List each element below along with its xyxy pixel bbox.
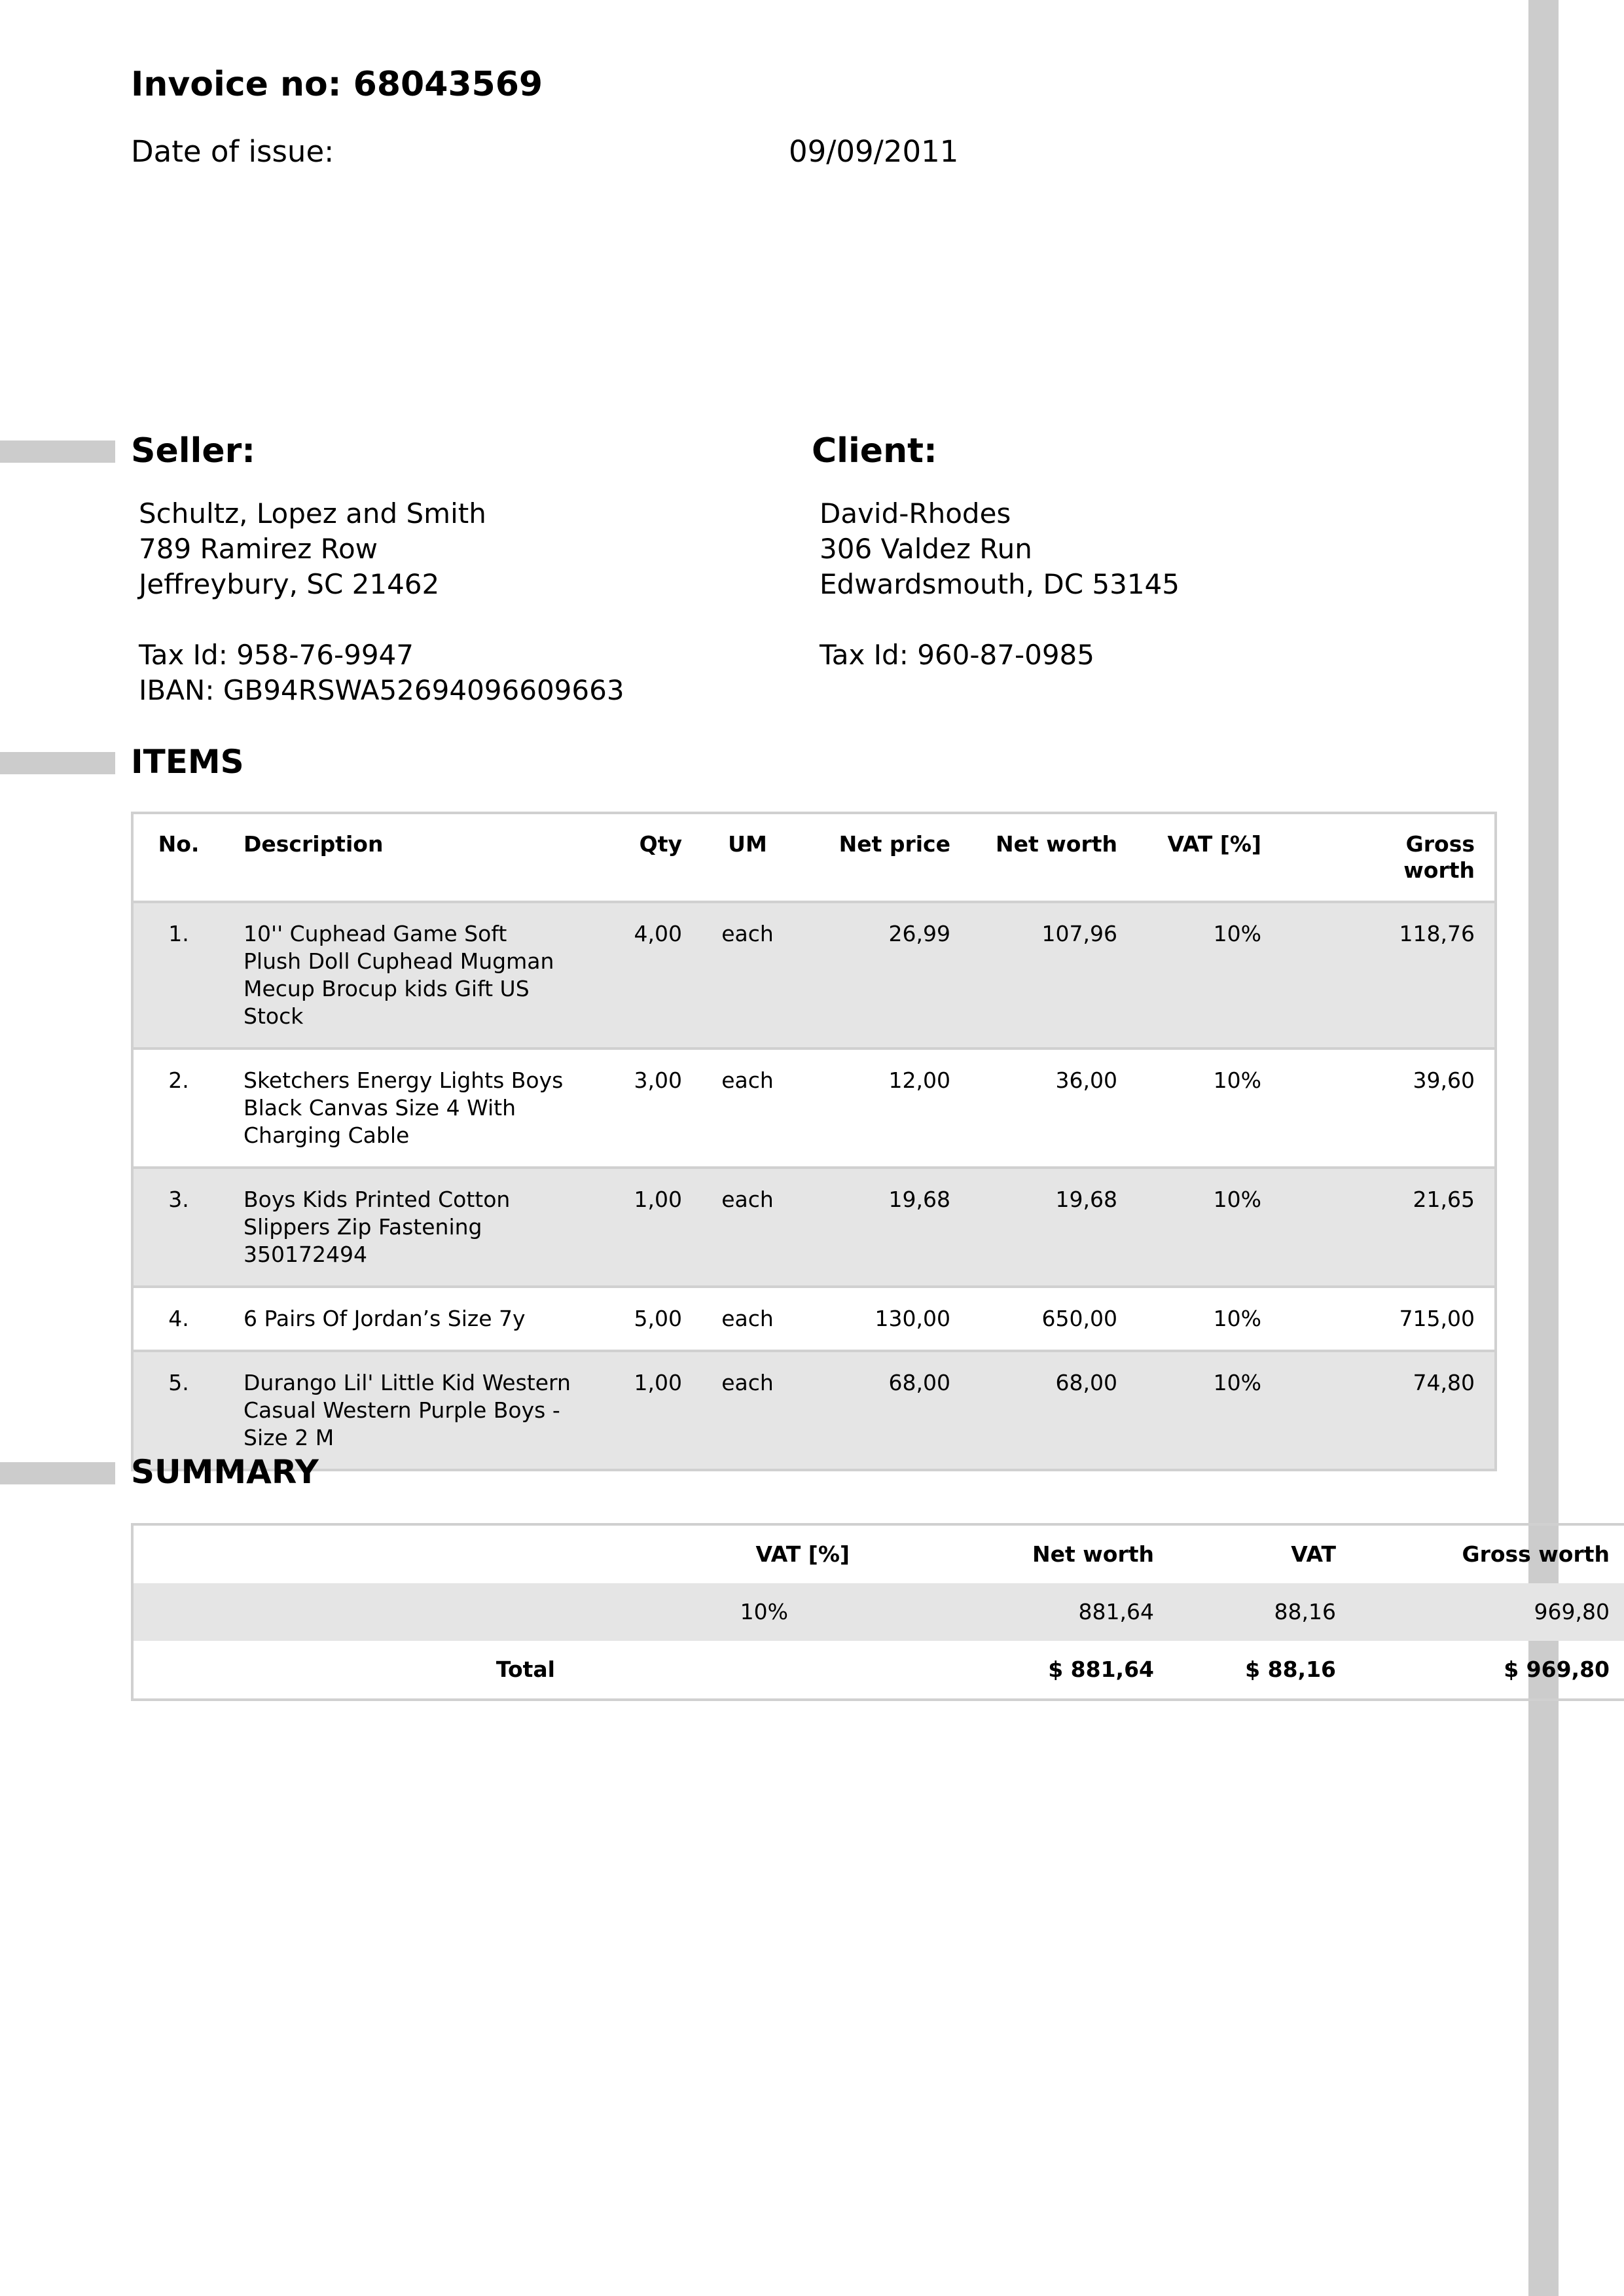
- item-net-price: 19,68: [888, 1187, 950, 1212]
- table-row: [132, 1287, 1496, 1351]
- seller-address-line1: 789 Ramirez Row: [139, 533, 378, 565]
- item-qty: 4,00: [634, 921, 682, 946]
- item-um: each: [721, 1370, 774, 1395]
- item-vat: 10%: [1213, 1306, 1261, 1331]
- summary-header-gross-worth: Gross worth: [1462, 1541, 1610, 1567]
- item-no: 4.: [168, 1306, 189, 1331]
- item-um: each: [721, 1306, 774, 1331]
- header-no: No.: [158, 831, 200, 857]
- header-net-worth: Net worth: [996, 831, 1117, 857]
- summary-total-gross-worth: $ 969,80: [1504, 1657, 1610, 1682]
- item-gross-worth: 74,80: [1413, 1370, 1475, 1395]
- item-net-worth: 650,00: [1041, 1306, 1117, 1331]
- item-no: 2.: [168, 1067, 189, 1093]
- items-section-bar: [0, 752, 115, 774]
- summary-total-label: Total: [496, 1657, 555, 1682]
- summary-section-bar: [0, 1462, 115, 1484]
- table-row: [132, 1049, 1496, 1168]
- item-description: 6 Pairs Of Jordan’s Size 7y: [244, 1306, 526, 1331]
- client-title: Client:: [812, 431, 937, 471]
- client-address-line2: Edwardsmouth, DC 53145: [820, 568, 1180, 600]
- header-gross-worth-line1: Gross: [1405, 831, 1475, 857]
- item-description: Boys Kids Printed Cotton Slippers Zip Fastening 350172494: [244, 1187, 511, 1267]
- summary-header-net-worth: Net worth: [1032, 1541, 1154, 1567]
- date-of-issue-label: Date of issue:: [131, 134, 334, 169]
- client-tax-id: Tax Id: 960-87-0985: [820, 639, 1094, 671]
- table-row: [132, 902, 1496, 1049]
- summary-total-row: [132, 1641, 1624, 1700]
- item-no: 3.: [168, 1187, 189, 1212]
- item-description: 10'' Cuphead Game Soft Plush Doll Cuphead Mugman Mecup Brocup kids Gift US Stock: [244, 921, 554, 1029]
- item-um: each: [721, 1187, 774, 1212]
- summary-gross-worth: 969,80: [1534, 1599, 1610, 1624]
- seller-iban: IBAN: GB94RSWA52694096609663: [139, 674, 624, 706]
- item-qty: 5,00: [634, 1306, 682, 1331]
- items-header-row: [132, 813, 1496, 902]
- summary-vat-rate: 10%: [740, 1599, 788, 1624]
- item-vat: 10%: [1213, 1067, 1261, 1093]
- summary-total-vat: $ 88,16: [1245, 1657, 1336, 1682]
- header-vat: VAT [%]: [1167, 831, 1261, 857]
- summary-vat: 88,16: [1274, 1599, 1336, 1624]
- item-net-worth: 36,00: [1055, 1067, 1117, 1093]
- summary-table: [131, 1523, 1624, 1701]
- items-table: [131, 812, 1497, 1471]
- right-margin-strip: [1528, 0, 1559, 2296]
- item-um: each: [721, 1067, 774, 1093]
- client-address-line1: 306 Valdez Run: [820, 533, 1032, 565]
- invoice-number: Invoice no: 68043569: [131, 65, 543, 104]
- item-gross-worth: 39,60: [1413, 1067, 1475, 1093]
- header-qty: Qty: [639, 831, 682, 857]
- seller-details: [139, 496, 624, 708]
- item-net-worth: 107,96: [1041, 921, 1117, 946]
- item-net-price: 26,99: [888, 921, 950, 946]
- date-of-issue-value: 09/09/2011: [789, 134, 959, 169]
- table-row: [132, 1168, 1496, 1287]
- seller-address-line2: Jeffreybury, SC 21462: [139, 568, 440, 600]
- header-gross-worth: [1281, 813, 1496, 902]
- summary-header-vat: VAT: [1291, 1541, 1336, 1567]
- item-vat: 10%: [1213, 1370, 1261, 1395]
- item-gross-worth: 21,65: [1413, 1187, 1475, 1212]
- summary-header-vat-rate: VAT [%]: [755, 1541, 850, 1567]
- item-description: Sketchers Energy Lights Boys Black Canvas Size 4 With Charging Cable: [244, 1067, 564, 1148]
- item-net-worth: 19,68: [1055, 1187, 1117, 1212]
- header-um: UM: [728, 831, 767, 857]
- client-name: David-Rhodes: [820, 497, 1011, 529]
- seller-title: Seller:: [131, 431, 256, 471]
- item-vat: 10%: [1213, 1187, 1261, 1212]
- summary-row: [132, 1583, 1624, 1641]
- summary-total-net-worth: $ 881,64: [1048, 1657, 1154, 1682]
- items-title: ITEMS: [131, 743, 244, 781]
- seller-name: Schultz, Lopez and Smith: [139, 497, 486, 529]
- item-no: 1.: [168, 921, 189, 946]
- summary-net-worth: 881,64: [1078, 1599, 1154, 1624]
- summary-header-row: [132, 1524, 1624, 1583]
- item-qty: 1,00: [634, 1370, 682, 1395]
- item-net-worth: 68,00: [1055, 1370, 1117, 1395]
- client-details: [820, 496, 1180, 673]
- header-description: Description: [244, 831, 384, 857]
- item-net-price: 130,00: [875, 1306, 950, 1331]
- item-net-price: 68,00: [888, 1370, 950, 1395]
- item-gross-worth: 715,00: [1399, 1306, 1475, 1331]
- item-gross-worth: 118,76: [1399, 921, 1475, 946]
- seller-section-bar: [0, 440, 115, 463]
- summary-title: SUMMARY: [131, 1453, 319, 1491]
- table-row: [132, 1351, 1496, 1470]
- item-net-price: 12,00: [888, 1067, 950, 1093]
- seller-tax-id: Tax Id: 958-76-9947: [139, 639, 414, 671]
- item-vat: 10%: [1213, 921, 1261, 946]
- header-net-price: Net price: [839, 831, 950, 857]
- item-um: each: [721, 921, 774, 946]
- item-description: Durango Lil' Little Kid Western Casual Western Purple Boys - Size 2 M: [244, 1370, 571, 1450]
- item-no: 5.: [168, 1370, 189, 1395]
- item-qty: 3,00: [634, 1067, 682, 1093]
- header-gross-worth-line2: worth: [1403, 857, 1475, 883]
- item-qty: 1,00: [634, 1187, 682, 1212]
